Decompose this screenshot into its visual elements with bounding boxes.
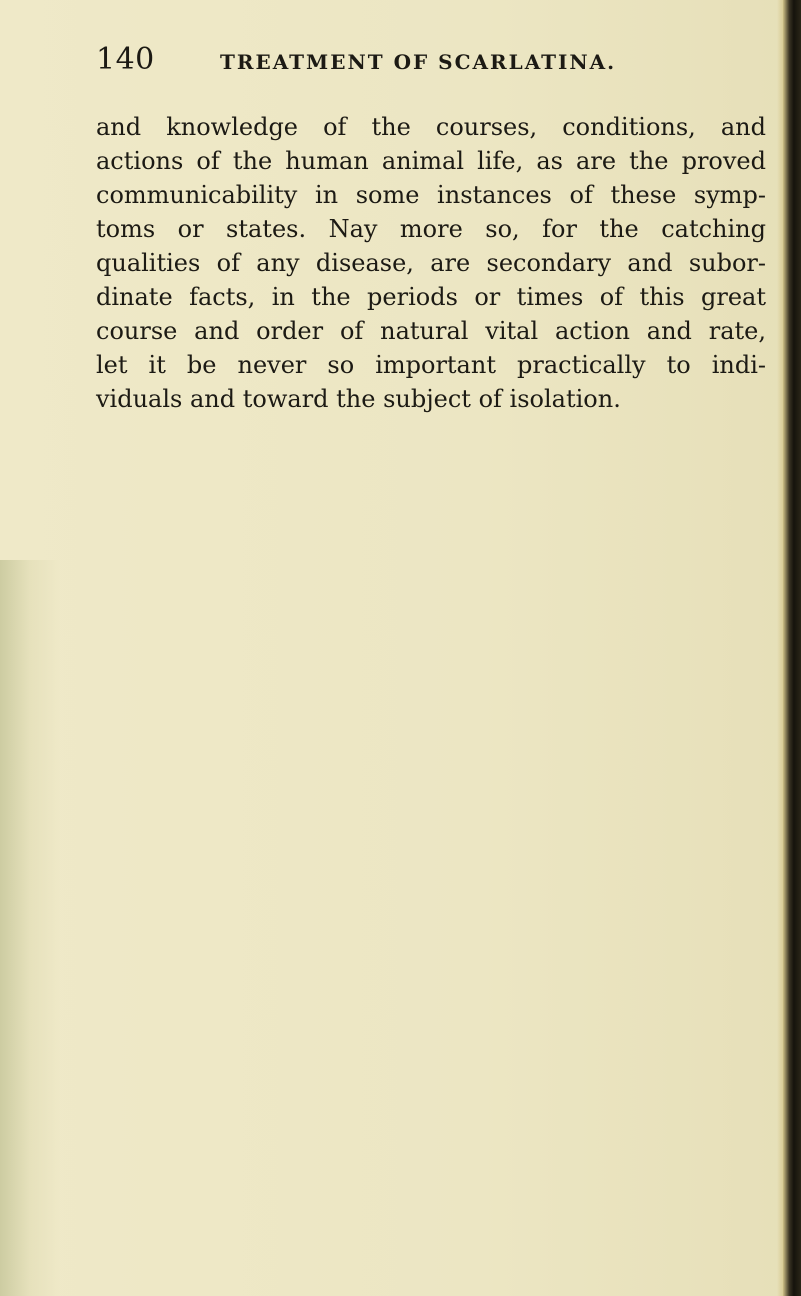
text-line: communicability in some instances of these symp- [96,181,766,209]
page-number: 140 [96,42,155,77]
text-line: course and order of natural vital action and rate, [96,317,766,345]
text-line: actions of the human animal life, as are the proved [96,147,766,175]
running-title: TREATMENT OF SCARLATINA. [220,50,617,74]
text-line: and knowledge of the courses, conditions, and [96,113,766,141]
text-line: toms or states. Nay more so, for the catching [96,215,766,243]
book-binding-edge [783,0,801,1296]
text-line: qualities of any disease, are secondary and subor- [96,249,766,277]
paragraph [96,110,766,416]
page-edge-stain [0,560,60,1296]
text-line: dinate facts, in the periods or times of this great [96,283,766,311]
text-line: viduals and toward the subject of isolation. [96,385,621,413]
text-line: let it be never so important practically to indi- [96,351,766,379]
page-header [96,40,656,80]
